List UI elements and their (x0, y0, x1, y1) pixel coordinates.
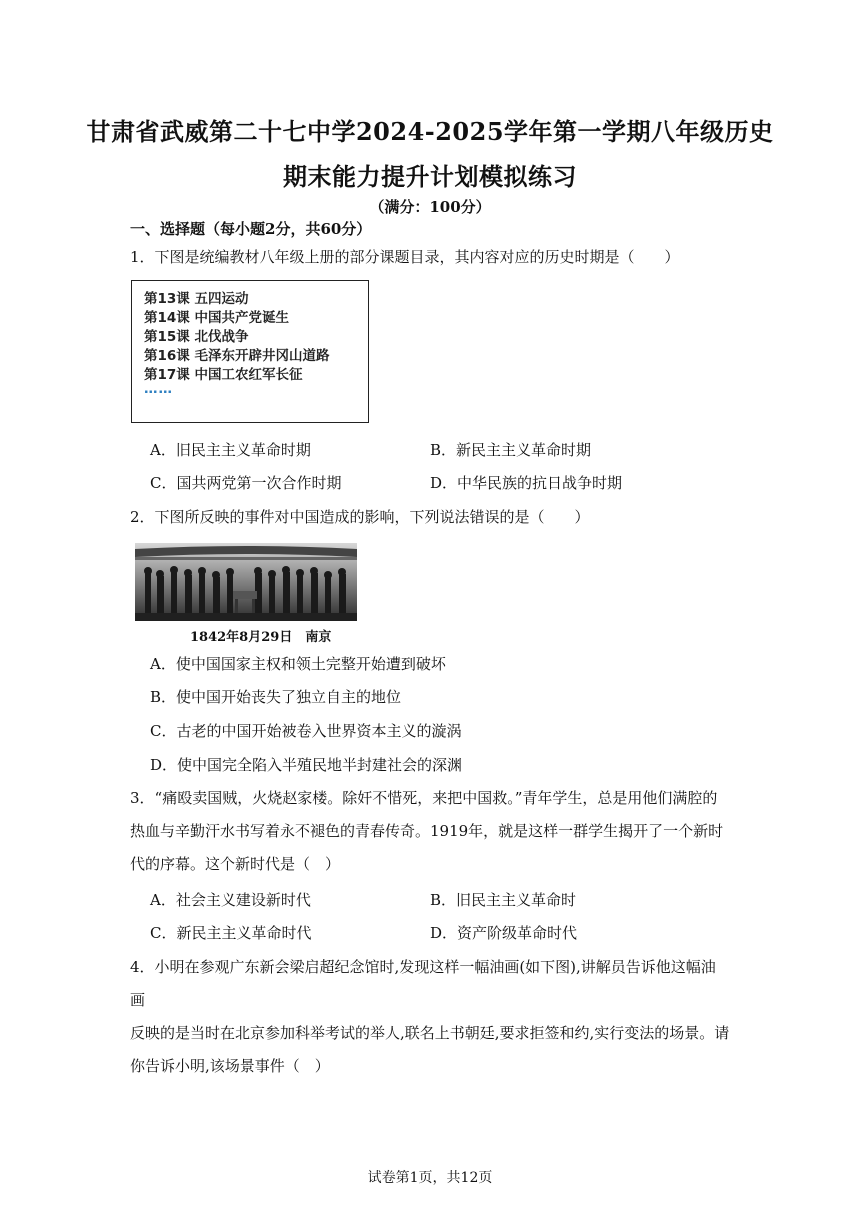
q2-option-b: B．使中国开始丧失了独立自主的地位 (150, 688, 402, 706)
q3-option-d: D．资产阶级革命时代 (430, 924, 578, 942)
stem-line: 代的序幕。这个新时代是（ ） (130, 855, 341, 873)
lesson-line: 第14课 中国共产党诞生 (144, 310, 289, 326)
section-heading: 一、选择题（每小题2分，共60分） (130, 220, 372, 238)
stem-line: 热血与辛勤汗水书写着永不褪色的青春传奇。1919年，就是这样一群学生揭开了一个新时 (130, 822, 724, 840)
stem-line: 你告诉小明,该场景事件（ ） (130, 1057, 330, 1075)
question-1-stem: 1．下图是统编教材八年级上册的部分课题目录，其内容对应的历史时期是（ ） (130, 248, 680, 266)
question-3-stem (130, 782, 730, 881)
q3-option-c: C．新民主主义革命时代 (150, 924, 312, 942)
photo-caption: 1842年8月29日 南京 (190, 630, 332, 645)
lesson-line: 第13课 五四运动 (144, 291, 249, 307)
q1-option-a: A．旧民主主义革命时期 (150, 441, 311, 459)
q1-option-d: D．中华民族的抗日战争时期 (430, 474, 623, 492)
lesson-ellipsis: …… (144, 381, 173, 397)
q1-option-b: B．新民主主义革命时期 (430, 441, 592, 459)
q3-option-a: A．社会主义建设新时代 (150, 891, 311, 909)
lesson-list-box (131, 280, 369, 423)
q1-option-c: C．国共两党第一次合作时期 (150, 474, 342, 492)
stem-line: 4．小明在参观广东新会梁启超纪念馆时,发现这样一幅油画(如下图),讲解员告诉他这幅油画 (130, 958, 716, 1009)
question-4-stem (130, 951, 730, 1083)
score-note: （满分：100分） (369, 198, 491, 216)
treaty-signing-photo (135, 543, 357, 621)
lesson-line: 第16课 毛泽东开辟井冈山道路 (144, 348, 330, 364)
stem-line: 反映的是当时在北京参加科举考试的举人,联名上书朝廷,要求拒签和约,实行变法的场景。请 (130, 1024, 730, 1042)
title-line-1: 甘肃省武威第二十七中学2024-2025学年第一学期八年级历史 (86, 117, 774, 146)
stem-line: 3．“痛殴卖国贼，火烧赵家楼。除奸不惜死，来把中国救。”青年学生，总是用他们满腔的 (130, 789, 718, 807)
page-footer: 试卷第1页，共12页 (367, 1170, 493, 1186)
lesson-line: 第17课 中国工农红军长征 (144, 367, 303, 383)
lesson-line: 第15课 北伐战争 (144, 329, 249, 345)
q3-option-b: B．旧民主主义革命时 (430, 891, 577, 909)
title-line-2: 期末能力提升计划模拟练习 (283, 162, 577, 191)
q2-option-d: D．使中国完全陷入半殖民地半封建社会的深渊 (150, 756, 463, 774)
q2-option-c: C．古老的中国开始被卷入世界资本主义的漩涡 (150, 722, 462, 740)
question-2-stem: 2．下图所反映的事件对中国造成的影响，下列说法错误的是（ ） (130, 508, 590, 526)
q2-option-a: A．使中国国家主权和领土完整开始遭到破坏 (150, 655, 446, 673)
